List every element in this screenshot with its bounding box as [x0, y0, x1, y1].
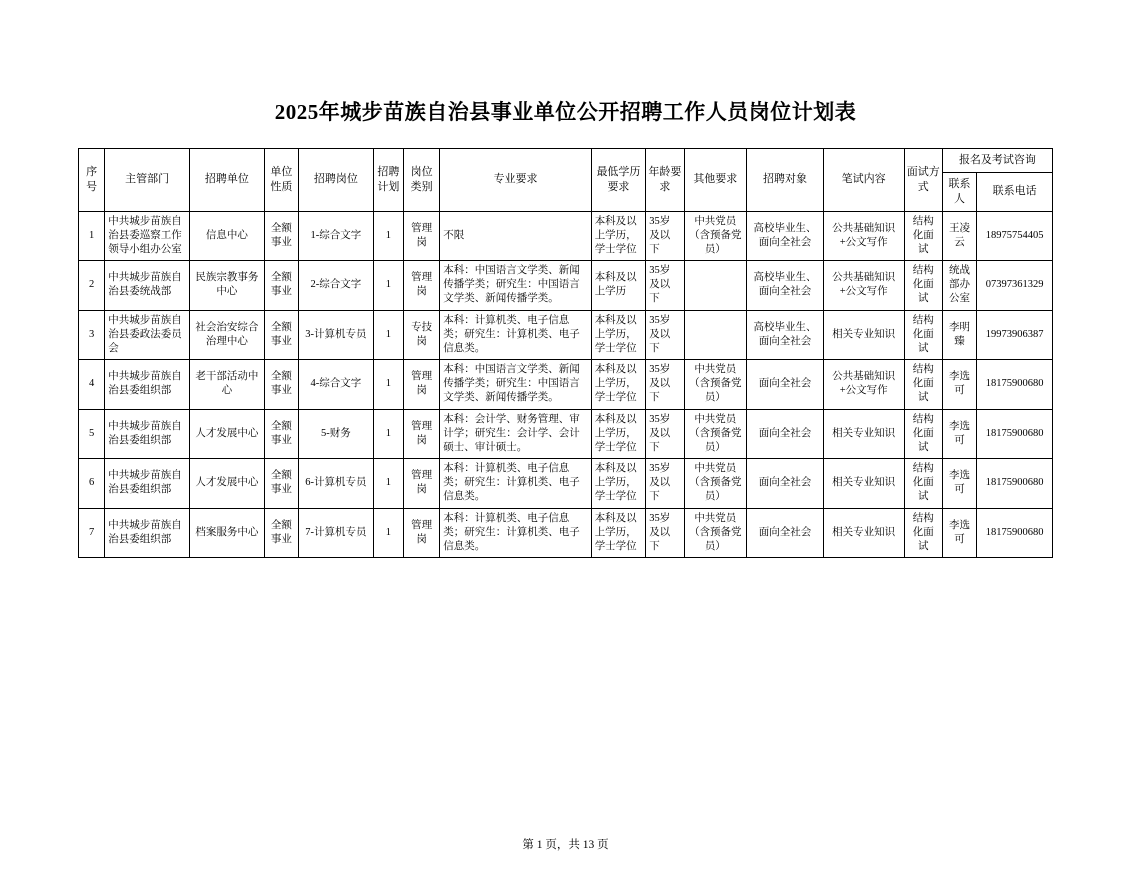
row-contact: 李选可	[942, 360, 976, 410]
table-row	[79, 360, 1053, 410]
row-unit: 社会治安综合治理中心	[190, 310, 265, 360]
row-plan: 1	[373, 211, 403, 261]
row-unit: 民族宗教事务中心	[190, 261, 265, 311]
row-exam: 相关专业知识	[823, 409, 904, 459]
row-dept: 中共城步苗族自治县委组织部	[105, 409, 190, 459]
row-exam: 相关专业知识	[823, 459, 904, 509]
row-seq: 4	[79, 360, 105, 410]
row-edu: 本科及以上学历，学士学位	[591, 211, 646, 261]
row-phone: 18175900680	[977, 508, 1053, 558]
row-major: 不限	[440, 211, 591, 261]
row-edu: 本科及以上学历，学士学位	[591, 508, 646, 558]
row-post: 3-计算机专员	[299, 310, 374, 360]
row-phone: 19973906387	[977, 310, 1053, 360]
row-exam: 公共基础知识+公文写作	[823, 360, 904, 410]
row-nature: 全额事业	[264, 211, 298, 261]
row-contact: 统战部办公室	[942, 261, 976, 311]
row-interview: 结构化面试	[904, 409, 942, 459]
row-contact: 王凌云	[942, 211, 976, 261]
row-exam: 相关专业知识	[823, 508, 904, 558]
row-dept: 中共城步苗族自治县委组织部	[105, 508, 190, 558]
header-age: 年龄要求	[646, 149, 684, 212]
row-seq: 3	[79, 310, 105, 360]
row-target: 面向全社会	[747, 508, 824, 558]
row-other: 中共党员（含预备党员）	[684, 360, 747, 410]
row-contact: 李选可	[942, 459, 976, 509]
row-type: 管理岗	[403, 261, 439, 311]
row-age: 35岁及以下	[646, 211, 684, 261]
row-dept: 中共城步苗族自治县委组织部	[105, 360, 190, 410]
header-exam: 笔试内容	[823, 149, 904, 212]
row-edu: 本科及以上学历，学士学位	[591, 360, 646, 410]
row-interview: 结构化面试	[904, 310, 942, 360]
table-row	[79, 211, 1053, 261]
header-post: 招聘岗位	[299, 149, 374, 212]
row-other: 中共党员（含预备党员）	[684, 508, 747, 558]
header-row-1	[79, 149, 1053, 173]
table-row	[79, 310, 1053, 360]
row-plan: 1	[373, 508, 403, 558]
row-unit: 老干部活动中心	[190, 360, 265, 410]
row-exam: 公共基础知识+公文写作	[823, 261, 904, 311]
row-contact: 李选可	[942, 409, 976, 459]
row-other	[684, 261, 747, 311]
header-interview: 面试方式	[904, 149, 942, 212]
table-header	[79, 149, 1053, 212]
row-unit: 人才发展中心	[190, 459, 265, 509]
header-phone: 联系电话	[977, 172, 1053, 211]
page-title: 2025年城步苗族自治县事业单位公开招聘工作人员岗位计划表	[274, 100, 857, 124]
row-edu: 本科及以上学历，学士学位	[591, 310, 646, 360]
row-edu: 本科及以上学历，学士学位	[591, 459, 646, 509]
row-post: 2-综合文字	[299, 261, 374, 311]
row-other	[684, 310, 747, 360]
row-nature: 全额事业	[264, 310, 298, 360]
header-unit: 招聘单位	[190, 149, 265, 212]
row-contact: 李选可	[942, 508, 976, 558]
row-unit: 人才发展中心	[190, 409, 265, 459]
row-post: 1-综合文字	[299, 211, 374, 261]
row-dept: 中共城步苗族自治县委组织部	[105, 459, 190, 509]
row-post: 6-计算机专员	[299, 459, 374, 509]
row-type: 管理岗	[403, 211, 439, 261]
row-dept: 中共城步苗族自治县委统战部	[105, 261, 190, 311]
header-major: 专业要求	[440, 149, 591, 212]
row-nature: 全额事业	[264, 261, 298, 311]
row-major: 本科：会计学、财务管理、审计学；研究生：会计学、会计硕士、审计硕士。	[440, 409, 591, 459]
row-nature: 全额事业	[264, 508, 298, 558]
row-phone: 18175900680	[977, 409, 1053, 459]
row-seq: 7	[79, 508, 105, 558]
row-seq: 2	[79, 261, 105, 311]
row-other: 中共党员（含预备党员）	[684, 211, 747, 261]
row-plan: 1	[373, 261, 403, 311]
row-seq: 6	[79, 459, 105, 509]
row-post: 7-计算机专员	[299, 508, 374, 558]
row-target: 面向全社会	[747, 459, 824, 509]
table-row	[79, 409, 1053, 459]
row-type: 管理岗	[403, 409, 439, 459]
row-nature: 全额事业	[264, 459, 298, 509]
header-type: 岗位类别	[403, 149, 439, 212]
row-type: 管理岗	[403, 459, 439, 509]
row-unit: 档案服务中心	[190, 508, 265, 558]
row-nature: 全额事业	[264, 409, 298, 459]
row-post: 4-综合文字	[299, 360, 374, 410]
table-body	[79, 211, 1053, 558]
row-age: 35岁及以下	[646, 261, 684, 311]
header-nature: 单位性质	[264, 149, 298, 212]
row-interview: 结构化面试	[904, 211, 942, 261]
table-row	[79, 508, 1053, 558]
header-seq: 序号	[79, 149, 105, 212]
row-plan: 1	[373, 409, 403, 459]
row-major: 本科：计算机类、电子信息类；研究生：计算机类、电子信息类。	[440, 459, 591, 509]
row-plan: 1	[373, 459, 403, 509]
row-interview: 结构化面试	[904, 508, 942, 558]
row-edu: 本科及以上学历	[591, 261, 646, 311]
row-age: 35岁及以下	[646, 360, 684, 410]
row-exam: 公共基础知识+公文写作	[823, 211, 904, 261]
row-phone: 07397361329	[977, 261, 1053, 311]
row-seq: 1	[79, 211, 105, 261]
row-major: 本科：中国语言文学类、新闻传播学类；研究生：中国语言文学类、新闻传播学类。	[440, 360, 591, 410]
header-consult-group: 报名及考试咨询	[942, 149, 1052, 173]
table-row	[79, 261, 1053, 311]
header-other: 其他要求	[684, 149, 747, 212]
row-age: 35岁及以下	[646, 409, 684, 459]
row-other: 中共党员（含预备党员）	[684, 409, 747, 459]
row-age: 35岁及以下	[646, 459, 684, 509]
row-interview: 结构化面试	[904, 261, 942, 311]
row-age: 35岁及以下	[646, 310, 684, 360]
recruitment-plan-table	[78, 148, 1053, 558]
header-dept: 主管部门	[105, 149, 190, 212]
row-contact: 李明臻	[942, 310, 976, 360]
row-interview: 结构化面试	[904, 459, 942, 509]
row-interview: 结构化面试	[904, 360, 942, 410]
header-edu: 最低学历要求	[591, 149, 646, 212]
row-target: 高校毕业生、面向全社会	[747, 211, 824, 261]
row-major: 本科：计算机类、电子信息类；研究生：计算机类、电子信息类。	[440, 310, 591, 360]
document-page	[0, 96, 1131, 896]
row-nature: 全额事业	[264, 360, 298, 410]
row-dept: 中共城步苗族自治县委政法委员会	[105, 310, 190, 360]
row-target: 高校毕业生、面向全社会	[747, 261, 824, 311]
row-unit: 信息中心	[190, 211, 265, 261]
table-row	[79, 459, 1053, 509]
row-dept: 中共城步苗族自治县委巡察工作领导小组办公室	[105, 211, 190, 261]
table-container	[78, 148, 1053, 558]
row-type: 专技岗	[403, 310, 439, 360]
header-contact: 联系人	[942, 172, 976, 211]
row-major: 本科：计算机类、电子信息类；研究生：计算机类、电子信息类。	[440, 508, 591, 558]
row-other: 中共党员（含预备党员）	[684, 459, 747, 509]
row-phone: 18175900680	[977, 360, 1053, 410]
row-target: 高校毕业生、面向全社会	[747, 310, 824, 360]
row-seq: 5	[79, 409, 105, 459]
row-plan: 1	[373, 360, 403, 410]
row-phone: 18175900680	[977, 459, 1053, 509]
row-edu: 本科及以上学历，学士学位	[591, 409, 646, 459]
row-plan: 1	[373, 310, 403, 360]
row-major: 本科：中国语言文学类、新闻传播学类；研究生：中国语言文学类、新闻传播学类。	[440, 261, 591, 311]
row-post: 5-财务	[299, 409, 374, 459]
row-age: 35岁及以下	[646, 508, 684, 558]
header-plan: 招聘计划	[373, 149, 403, 212]
row-phone: 18975754405	[977, 211, 1053, 261]
page-footer: 第 1 页，共 13 页	[522, 839, 609, 851]
row-exam: 相关专业知识	[823, 310, 904, 360]
row-type: 管理岗	[403, 360, 439, 410]
row-target: 面向全社会	[747, 360, 824, 410]
row-type: 管理岗	[403, 508, 439, 558]
row-target: 面向全社会	[747, 409, 824, 459]
header-target: 招聘对象	[747, 149, 824, 212]
